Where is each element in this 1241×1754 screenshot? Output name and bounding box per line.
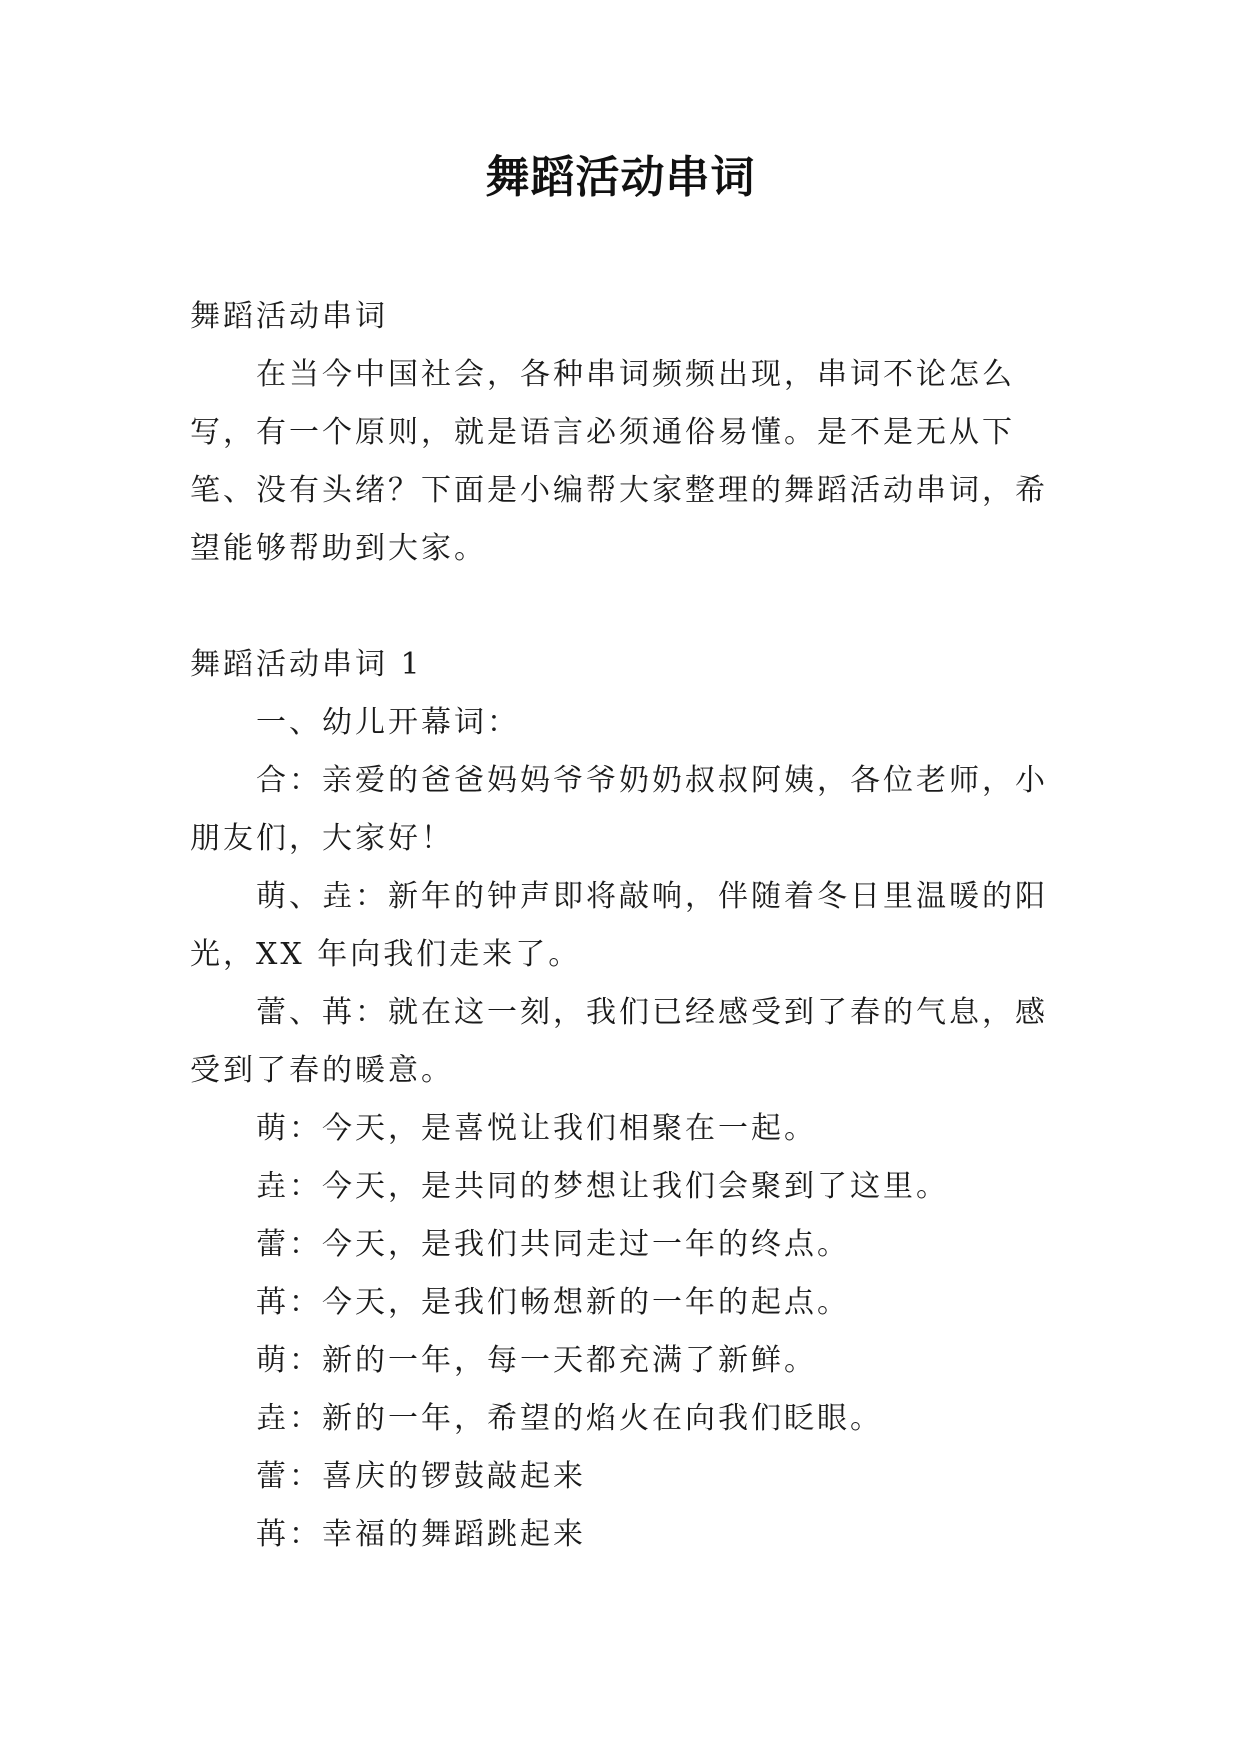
script-line: 苒：幸福的舞蹈跳起来 bbox=[256, 1517, 586, 1552]
script-line: 萌：今天，是喜悦让我们相聚在一起。 bbox=[256, 1111, 817, 1146]
script-line: 萌：新的一年，每一天都充满了新鲜。 bbox=[256, 1343, 817, 1378]
script-line: 蕾、苒：就在这一刻，我们已经感受到了春的气息，感受到了春的暖意。 bbox=[190, 995, 1048, 1088]
intro-paragraph: 在当今中国社会，各种串词频频出现，串词不论怎么写，有一个原则，就是语言必须通俗易懂。是不是无从下笔、没有头绪？下面是小编帮大家整理的舞蹈活动串词，希望能够帮助到大家。 bbox=[190, 357, 1048, 566]
paragraph-gap bbox=[190, 578, 1052, 636]
script-line: 合：亲爱的爸爸妈妈爷爷奶奶叔叔阿姨，各位老师，小朋友们，大家好！ bbox=[190, 763, 1048, 856]
page-title: 舞蹈活动串词 bbox=[485, 152, 756, 203]
document-body bbox=[190, 288, 1052, 1564]
script-line: 蕾：喜庆的锣鼓敲起来 bbox=[256, 1459, 586, 1494]
section-subheading: 一、幼儿开幕词： bbox=[256, 705, 520, 740]
script-line: 苒：今天，是我们畅想新的一年的起点。 bbox=[256, 1285, 850, 1320]
section-heading: 舞蹈活动串词 1 bbox=[190, 647, 423, 682]
script-line: 蕾：今天，是我们共同走过一年的终点。 bbox=[256, 1227, 850, 1262]
script-line: 垚：今天，是共同的梦想让我们会聚到了这里。 bbox=[256, 1169, 949, 1204]
subtitle-line: 舞蹈活动串词 bbox=[190, 299, 388, 334]
script-line: 萌、垚：新年的钟声即将敲响，伴随着冬日里温暖的阳光，XX 年向我们走来了。 bbox=[190, 879, 1048, 972]
script-line: 垚：新的一年，希望的焰火在向我们眨眼。 bbox=[256, 1401, 883, 1436]
